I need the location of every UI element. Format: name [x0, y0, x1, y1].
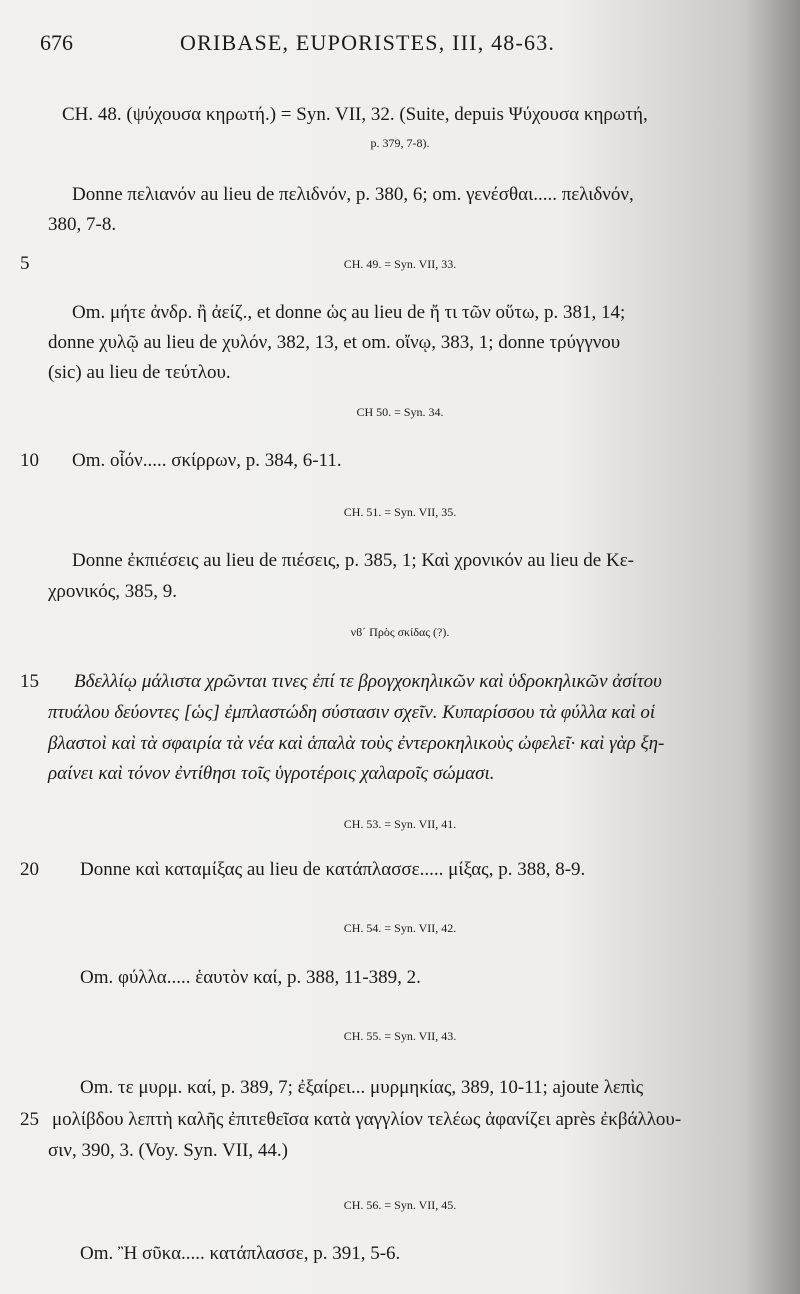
greek-text-line: πτυάλου δεύοντες [ὡς] ἐμπλαστώδη σύστασιν σχεῖν. Κυπαρίσσου τὰ φύλλα καὶ οἱ — [48, 702, 656, 723]
greek-text-line: ραίνει καὶ τόνον ἐντίθησι τοῖς ὑγροτέροις χαλαροῖς σώμασι. — [48, 763, 495, 784]
text-line: Om. φύλλα..... ἑαυτὸν καί, p. 388, 11-389, 2. — [80, 967, 421, 988]
text-line: χρονικός, 385, 9. — [48, 581, 178, 602]
text-line: 380, 7-8. — [48, 214, 117, 235]
text-line: donne χυλῷ au lieu de χυλόν, 382, 13, et om. οἴνῳ, 383, 1; donne τρύγγνου — [48, 332, 621, 353]
running-title: ORIBASE, EUPORISTES, III, 48-63. — [180, 30, 556, 55]
text-line: Om. τε μυρμ. καί, p. 389, 7; ἐξαίρει... μυρμηκίας, 389, 10-11; ajoute λεπὶς — [80, 1077, 644, 1098]
page-header — [0, 30, 800, 62]
chapter-heading-49: CH. 49. = Syn. VII, 33. — [343, 257, 457, 271]
text-line: Om. οἷόν..... σκίρρων, p. 384, 6-11. — [72, 450, 342, 471]
text-line: σιν, 390, 3. (Voy. Syn. VII, 44.) — [48, 1140, 288, 1161]
greek-text-line: βλαστοὶ καὶ τὰ σφαιρία τὰ νέα καὶ ἁπαλὰ τοὺς ἐντεροκηλικοὺς ὠφελεῖ· καὶ γὰρ ξη- — [48, 733, 665, 754]
text-line: (sic) au lieu de τεύτλου. — [48, 362, 231, 383]
chapter-heading-56: CH. 56. = Syn. VII, 45. — [343, 1198, 457, 1212]
chapter-heading-50: CH 50. = Syn. 34. — [356, 405, 444, 419]
text-line: Donne πελιανόν au lieu de πελιδνόν, p. 380, 6; om. γενέσθαι..... πελιδνόν, — [72, 184, 634, 205]
chapter-heading-55: CH. 55. = Syn. VII, 43. — [343, 1029, 457, 1043]
text-line: Om. μήτε ἀνδρ. ἢ ἀείζ., et donne ὡς au lieu de ἤ τι τῶν οὕτω, p. 381, 14; — [72, 302, 626, 323]
text-line: Donne ἐκπιέσεις au lieu de πιέσεις, p. 385, 1; Καὶ χρονικόν au lieu de Κε- — [72, 550, 635, 571]
page-number: 676 — [40, 30, 73, 55]
chapter-heading-51: CH. 51. = Syn. VII, 35. — [343, 505, 457, 519]
chapter-heading-52: νϐ΄ Πρὸς σκίδας (?). — [350, 625, 450, 639]
line-number: 25 — [20, 1109, 39, 1130]
greek-text-line: Βδελλίῳ μάλιστα χρῶνται τινες ἐπί τε βρογχοκηλικῶν καὶ ὑδροκηλικῶν ἀσίτου — [74, 671, 662, 692]
line-number: 10 — [20, 450, 39, 471]
line-number: 20 — [20, 859, 39, 880]
chapter-heading-48: CH. 48. (ψύχουσα κηρωτή.) = Syn. VII, 32. (Suite, depuis Ψύχουσα κηρωτή, — [62, 104, 648, 125]
text-line: Om. Ἢ σῦκα..... κατάπλασσε, p. 391, 5-6. — [80, 1243, 401, 1264]
chapter-heading-54: CH. 54. = Syn. VII, 42. — [343, 921, 457, 935]
text-line: Donne καὶ καταμίξας au lieu de κατάπλασσε..... μίξας, p. 388, 8-9. — [80, 859, 586, 880]
text-line: μολίβδου λεπτὴ καλῆς ἐπιτεθεῖσα κατὰ γαγγλίον τελέως ἀφανίζει après ἐκβάλλου- — [52, 1109, 682, 1130]
chapter-heading-53: CH. 53. = Syn. VII, 41. — [343, 817, 457, 831]
line-number: 5 — [20, 253, 30, 274]
line-number: 15 — [20, 671, 39, 692]
text-line: p. 379, 7-8). — [370, 136, 430, 150]
